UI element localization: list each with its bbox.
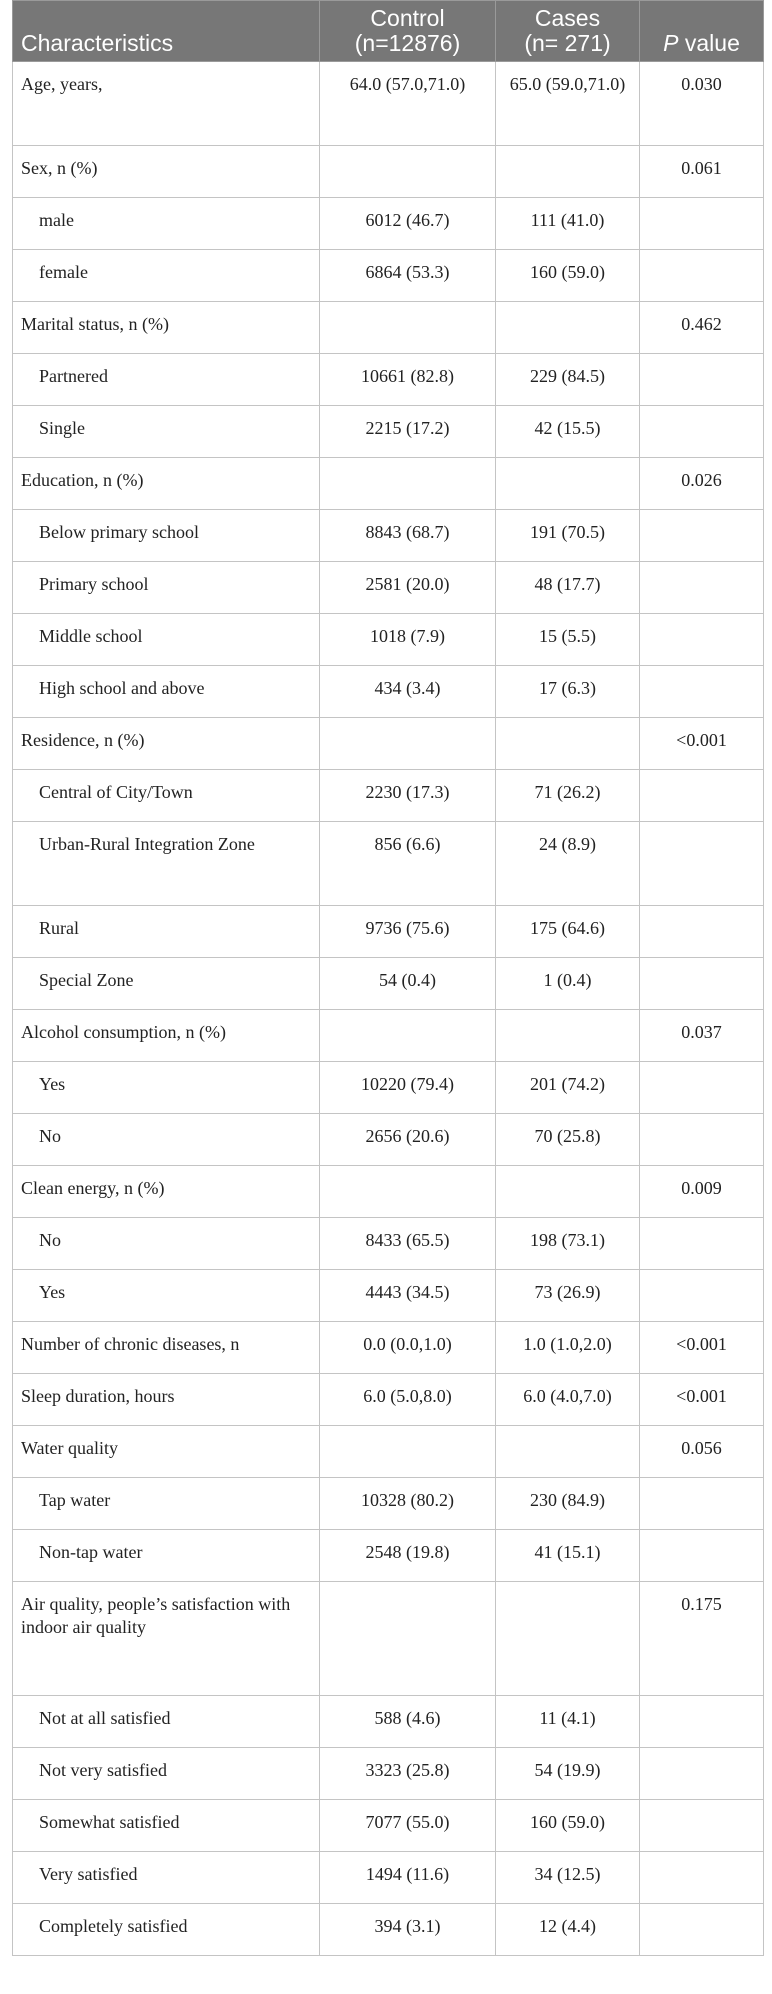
control-value-cell bbox=[320, 1166, 496, 1218]
cases-value-cell: 11 (4.1) bbox=[496, 1696, 640, 1748]
row-label-cell: No bbox=[13, 1114, 320, 1166]
p-value-cell: <0.001 bbox=[640, 718, 764, 770]
row-label-cell: Air quality, people’s satisfaction with indoor air quality bbox=[13, 1582, 320, 1696]
table-row bbox=[13, 562, 764, 614]
table-body bbox=[13, 62, 764, 1956]
cases-value-cell bbox=[496, 302, 640, 354]
header-p-italic: P bbox=[663, 30, 679, 56]
control-value-cell: 9736 (75.6) bbox=[320, 906, 496, 958]
control-value-cell: 6.0 (5.0,8.0) bbox=[320, 1374, 496, 1426]
row-label-cell: Central of City/Town bbox=[13, 770, 320, 822]
row-label-cell: Completely satisfied bbox=[13, 1904, 320, 1956]
cases-value-cell: 48 (17.7) bbox=[496, 562, 640, 614]
row-label-cell: Partnered bbox=[13, 354, 320, 406]
p-value-cell bbox=[640, 510, 764, 562]
control-value-cell: 6012 (46.7) bbox=[320, 198, 496, 250]
row-label-cell: Number of chronic diseases, n bbox=[13, 1322, 320, 1374]
p-value-cell bbox=[640, 770, 764, 822]
row-label-cell: High school and above bbox=[13, 666, 320, 718]
table-row bbox=[13, 1478, 764, 1530]
cases-value-cell bbox=[496, 458, 640, 510]
cases-value-cell: 6.0 (4.0,7.0) bbox=[496, 1374, 640, 1426]
control-value-cell: 2230 (17.3) bbox=[320, 770, 496, 822]
table-row bbox=[13, 1426, 764, 1478]
control-value-cell: 4443 (34.5) bbox=[320, 1270, 496, 1322]
table-row bbox=[13, 1218, 764, 1270]
control-value-cell: 8433 (65.5) bbox=[320, 1218, 496, 1270]
row-label-cell: Yes bbox=[13, 1270, 320, 1322]
p-value-cell bbox=[640, 958, 764, 1010]
table-row bbox=[13, 1062, 764, 1114]
control-value-cell: 6864 (53.3) bbox=[320, 250, 496, 302]
cases-value-cell: 229 (84.5) bbox=[496, 354, 640, 406]
characteristics-table bbox=[12, 0, 764, 1956]
cases-value-cell bbox=[496, 1166, 640, 1218]
cases-value-cell: 41 (15.1) bbox=[496, 1530, 640, 1582]
cases-value-cell: 175 (64.6) bbox=[496, 906, 640, 958]
characteristics-table-container bbox=[12, 0, 763, 1956]
table-row bbox=[13, 822, 764, 906]
cases-value-cell: 65.0 (59.0,71.0) bbox=[496, 62, 640, 146]
row-label-cell: Age, years, bbox=[13, 62, 320, 146]
p-value-cell: 0.056 bbox=[640, 1426, 764, 1478]
cases-value-cell: 201 (74.2) bbox=[496, 1062, 640, 1114]
control-value-cell: 8843 (68.7) bbox=[320, 510, 496, 562]
row-label-cell: Alcohol consumption, n (%) bbox=[13, 1010, 320, 1062]
p-value-cell: 0.061 bbox=[640, 146, 764, 198]
p-value-cell bbox=[640, 250, 764, 302]
table-row bbox=[13, 1748, 764, 1800]
table-row bbox=[13, 458, 764, 510]
row-label-cell: Water quality bbox=[13, 1426, 320, 1478]
control-value-cell: 64.0 (57.0,71.0) bbox=[320, 62, 496, 146]
p-value-cell bbox=[640, 1904, 764, 1956]
control-value-cell: 1018 (7.9) bbox=[320, 614, 496, 666]
cases-value-cell: 230 (84.9) bbox=[496, 1478, 640, 1530]
p-value-cell bbox=[640, 1852, 764, 1904]
row-label-cell: Education, n (%) bbox=[13, 458, 320, 510]
control-value-cell: 10661 (82.8) bbox=[320, 354, 496, 406]
control-value-cell: 2581 (20.0) bbox=[320, 562, 496, 614]
control-value-cell: 1494 (11.6) bbox=[320, 1852, 496, 1904]
cases-value-cell: 160 (59.0) bbox=[496, 250, 640, 302]
table-row bbox=[13, 1696, 764, 1748]
row-label-cell: Residence, n (%) bbox=[13, 718, 320, 770]
table-row bbox=[13, 1114, 764, 1166]
cases-value-cell: 54 (19.9) bbox=[496, 1748, 640, 1800]
table-row bbox=[13, 1800, 764, 1852]
row-label-cell: Not at all satisfied bbox=[13, 1696, 320, 1748]
p-value-cell bbox=[640, 906, 764, 958]
p-value-cell: 0.026 bbox=[640, 458, 764, 510]
p-value-cell bbox=[640, 354, 764, 406]
cases-value-cell: 1.0 (1.0,2.0) bbox=[496, 1322, 640, 1374]
cases-value-cell bbox=[496, 1426, 640, 1478]
table-row bbox=[13, 146, 764, 198]
row-label-cell: Yes bbox=[13, 1062, 320, 1114]
control-value-cell bbox=[320, 718, 496, 770]
header-characteristics: Characteristics bbox=[13, 1, 320, 62]
p-value-cell bbox=[640, 198, 764, 250]
header-row bbox=[13, 1, 764, 62]
table-row bbox=[13, 1270, 764, 1322]
control-value-cell: 394 (3.1) bbox=[320, 1904, 496, 1956]
control-value-cell bbox=[320, 1582, 496, 1696]
row-label-cell: Below primary school bbox=[13, 510, 320, 562]
header-control-line2: (n=12876) bbox=[354, 30, 461, 56]
row-label-cell: Somewhat satisfied bbox=[13, 1800, 320, 1852]
cases-value-cell: 15 (5.5) bbox=[496, 614, 640, 666]
cases-value-cell: 71 (26.2) bbox=[496, 770, 640, 822]
header-cases-line2: (n= 271) bbox=[524, 30, 611, 56]
control-value-cell: 2548 (19.8) bbox=[320, 1530, 496, 1582]
table-row bbox=[13, 198, 764, 250]
p-value-cell bbox=[640, 562, 764, 614]
table-row bbox=[13, 1852, 764, 1904]
control-value-cell bbox=[320, 1010, 496, 1062]
p-value-cell bbox=[640, 1696, 764, 1748]
cases-value-cell: 42 (15.5) bbox=[496, 406, 640, 458]
control-value-cell: 588 (4.6) bbox=[320, 1696, 496, 1748]
p-value-cell: 0.462 bbox=[640, 302, 764, 354]
row-label-cell: Middle school bbox=[13, 614, 320, 666]
p-value-cell bbox=[640, 822, 764, 906]
control-value-cell bbox=[320, 302, 496, 354]
p-value-cell bbox=[640, 1062, 764, 1114]
control-value-cell: 2215 (17.2) bbox=[320, 406, 496, 458]
table-row bbox=[13, 906, 764, 958]
row-label-cell: Sleep duration, hours bbox=[13, 1374, 320, 1426]
row-label-cell: Not very satisfied bbox=[13, 1748, 320, 1800]
p-value-cell bbox=[640, 614, 764, 666]
cases-value-cell: 70 (25.8) bbox=[496, 1114, 640, 1166]
cases-value-cell: 1 (0.4) bbox=[496, 958, 640, 1010]
control-value-cell bbox=[320, 146, 496, 198]
control-value-cell: 10220 (79.4) bbox=[320, 1062, 496, 1114]
p-value-cell: <0.001 bbox=[640, 1322, 764, 1374]
row-label-cell: female bbox=[13, 250, 320, 302]
table-row bbox=[13, 354, 764, 406]
table-row bbox=[13, 770, 764, 822]
row-label-cell: Very satisfied bbox=[13, 1852, 320, 1904]
table-row bbox=[13, 718, 764, 770]
p-value-cell bbox=[640, 1530, 764, 1582]
table-row bbox=[13, 1904, 764, 1956]
cases-value-cell: 73 (26.9) bbox=[496, 1270, 640, 1322]
control-value-cell: 0.0 (0.0,1.0) bbox=[320, 1322, 496, 1374]
table-row bbox=[13, 1530, 764, 1582]
p-value-cell bbox=[640, 1270, 764, 1322]
cases-value-cell: 111 (41.0) bbox=[496, 198, 640, 250]
row-label-cell: Rural bbox=[13, 906, 320, 958]
row-label-cell: Clean energy, n (%) bbox=[13, 1166, 320, 1218]
control-value-cell: 3323 (25.8) bbox=[320, 1748, 496, 1800]
cases-value-cell bbox=[496, 1582, 640, 1696]
table-row bbox=[13, 510, 764, 562]
table-row bbox=[13, 1166, 764, 1218]
control-value-cell: 54 (0.4) bbox=[320, 958, 496, 1010]
control-value-cell: 434 (3.4) bbox=[320, 666, 496, 718]
cases-value-cell bbox=[496, 1010, 640, 1062]
table-header bbox=[13, 1, 764, 62]
table-row bbox=[13, 666, 764, 718]
table-row bbox=[13, 614, 764, 666]
table-row bbox=[13, 1374, 764, 1426]
cases-value-cell: 34 (12.5) bbox=[496, 1852, 640, 1904]
row-label-cell: Urban-Rural Integration Zone bbox=[13, 822, 320, 906]
table-row bbox=[13, 406, 764, 458]
table-row bbox=[13, 1010, 764, 1062]
control-value-cell: 856 (6.6) bbox=[320, 822, 496, 906]
row-label-cell: Non-tap water bbox=[13, 1530, 320, 1582]
cases-value-cell: 24 (8.9) bbox=[496, 822, 640, 906]
row-label-cell: Primary school bbox=[13, 562, 320, 614]
p-value-cell bbox=[640, 1218, 764, 1270]
header-cases-line1: Cases bbox=[534, 5, 601, 31]
table-row bbox=[13, 250, 764, 302]
control-value-cell bbox=[320, 458, 496, 510]
row-label-cell: Sex, n (%) bbox=[13, 146, 320, 198]
table-row bbox=[13, 1322, 764, 1374]
p-value-cell bbox=[640, 406, 764, 458]
header-control bbox=[320, 1, 496, 62]
header-p-value bbox=[640, 1, 764, 62]
cases-value-cell bbox=[496, 146, 640, 198]
p-value-cell bbox=[640, 666, 764, 718]
row-label-cell: Marital status, n (%) bbox=[13, 302, 320, 354]
cases-value-cell: 160 (59.0) bbox=[496, 1800, 640, 1852]
header-control-line1: Control bbox=[370, 5, 445, 31]
control-value-cell: 7077 (55.0) bbox=[320, 1800, 496, 1852]
p-value-cell: 0.037 bbox=[640, 1010, 764, 1062]
p-value-cell: 0.030 bbox=[640, 62, 764, 146]
p-value-cell bbox=[640, 1800, 764, 1852]
cases-value-cell: 198 (73.1) bbox=[496, 1218, 640, 1270]
cases-value-cell: 191 (70.5) bbox=[496, 510, 640, 562]
row-label-cell: No bbox=[13, 1218, 320, 1270]
table-row bbox=[13, 62, 764, 146]
table-row bbox=[13, 1582, 764, 1696]
control-value-cell: 2656 (20.6) bbox=[320, 1114, 496, 1166]
p-value-cell: <0.001 bbox=[640, 1374, 764, 1426]
row-label-cell: Special Zone bbox=[13, 958, 320, 1010]
row-label-cell: Tap water bbox=[13, 1478, 320, 1530]
table-row bbox=[13, 958, 764, 1010]
cases-value-cell: 12 (4.4) bbox=[496, 1904, 640, 1956]
control-value-cell: 10328 (80.2) bbox=[320, 1478, 496, 1530]
p-value-cell bbox=[640, 1114, 764, 1166]
row-label-cell: male bbox=[13, 198, 320, 250]
table-row bbox=[13, 302, 764, 354]
p-value-cell bbox=[640, 1478, 764, 1530]
p-value-cell: 0.175 bbox=[640, 1582, 764, 1696]
p-value-cell bbox=[640, 1748, 764, 1800]
row-label-cell: Single bbox=[13, 406, 320, 458]
header-p-rest: value bbox=[678, 30, 740, 56]
header-cases bbox=[496, 1, 640, 62]
control-value-cell bbox=[320, 1426, 496, 1478]
cases-value-cell bbox=[496, 718, 640, 770]
p-value-cell: 0.009 bbox=[640, 1166, 764, 1218]
cases-value-cell: 17 (6.3) bbox=[496, 666, 640, 718]
